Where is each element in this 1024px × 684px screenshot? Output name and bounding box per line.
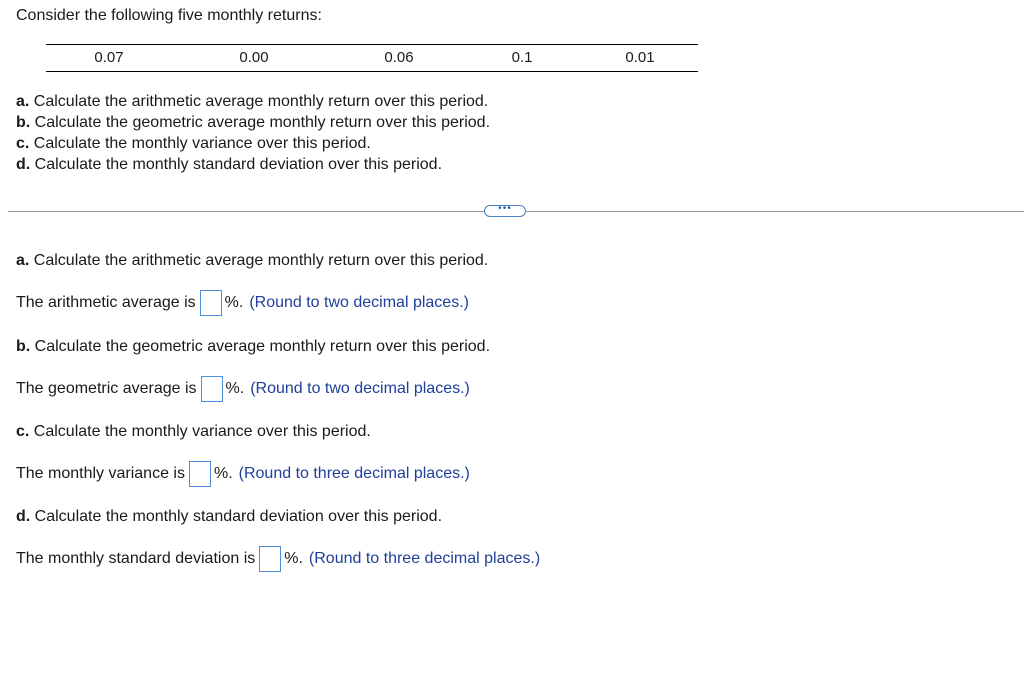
answer-d-line xyxy=(16,546,540,572)
percent-unit: %. xyxy=(213,465,233,482)
return-cell-4: 0.1 xyxy=(511,49,533,66)
question-letter: d. xyxy=(16,156,31,173)
return-cell-1: 0.07 xyxy=(94,49,124,66)
answer-a-input[interactable] xyxy=(200,290,222,316)
question-text: Calculate the monthly standard deviation over this period. xyxy=(30,156,443,173)
heading-text: Calculate the monthly variance over this period. xyxy=(29,423,371,440)
question-c xyxy=(16,133,490,154)
heading-letter: d. xyxy=(16,508,31,525)
answer-c-heading xyxy=(16,423,371,441)
answer-d-input[interactable] xyxy=(259,546,281,572)
question-letter: b. xyxy=(16,114,31,131)
answer-a-heading xyxy=(16,252,488,270)
question-letter: a. xyxy=(16,93,30,110)
question-text: Calculate the geometric average monthly return over this period. xyxy=(30,114,491,131)
answer-c-line xyxy=(16,461,470,487)
question-list xyxy=(16,91,490,175)
return-cell-2: 0.00 xyxy=(239,49,269,66)
heading-letter: b. xyxy=(16,338,31,355)
question-a xyxy=(16,91,490,112)
answer-c-prompt: The monthly variance is xyxy=(16,465,185,482)
expand-more-button[interactable]: ••• xyxy=(484,205,526,217)
answer-c-input[interactable] xyxy=(189,461,211,487)
heading-text: Calculate the monthly standard deviation over this period. xyxy=(30,508,443,525)
rounding-hint: (Round to two decimal places.) xyxy=(249,294,469,311)
question-d xyxy=(16,154,490,175)
question-letter: c. xyxy=(16,135,30,152)
rounding-hint: (Round to two decimal places.) xyxy=(250,380,470,397)
answer-d-prompt: The monthly standard deviation is xyxy=(16,550,256,567)
heading-text: Calculate the arithmetic average monthly return over this period. xyxy=(29,252,489,269)
answer-b-line xyxy=(16,376,470,402)
percent-unit: %. xyxy=(225,380,245,397)
question-text: Calculate the arithmetic average monthly return over this period. xyxy=(29,93,489,110)
return-cell-5: 0.01 xyxy=(625,49,655,66)
return-cell-3: 0.06 xyxy=(384,49,414,66)
answer-b-heading xyxy=(16,338,490,356)
returns-table xyxy=(46,44,698,72)
problem-intro: Consider the following five monthly returns: xyxy=(16,7,322,24)
heading-letter: c. xyxy=(16,423,30,440)
rounding-hint: (Round to three decimal places.) xyxy=(308,550,541,567)
percent-unit: %. xyxy=(284,550,303,567)
answer-b-input[interactable] xyxy=(201,376,223,402)
answer-a-prompt: The arithmetic average is xyxy=(16,294,196,311)
heading-letter: a. xyxy=(16,252,30,269)
percent-unit: %. xyxy=(224,294,244,311)
answer-d-heading xyxy=(16,508,442,526)
question-text: Calculate the monthly variance over this period. xyxy=(29,135,371,152)
rounding-hint: (Round to three decimal places.) xyxy=(238,465,470,482)
heading-text: Calculate the geometric average monthly return over this period. xyxy=(30,338,491,355)
answer-a-line xyxy=(16,290,469,316)
question-b xyxy=(16,112,490,133)
answer-b-prompt: The geometric average is xyxy=(16,380,197,397)
